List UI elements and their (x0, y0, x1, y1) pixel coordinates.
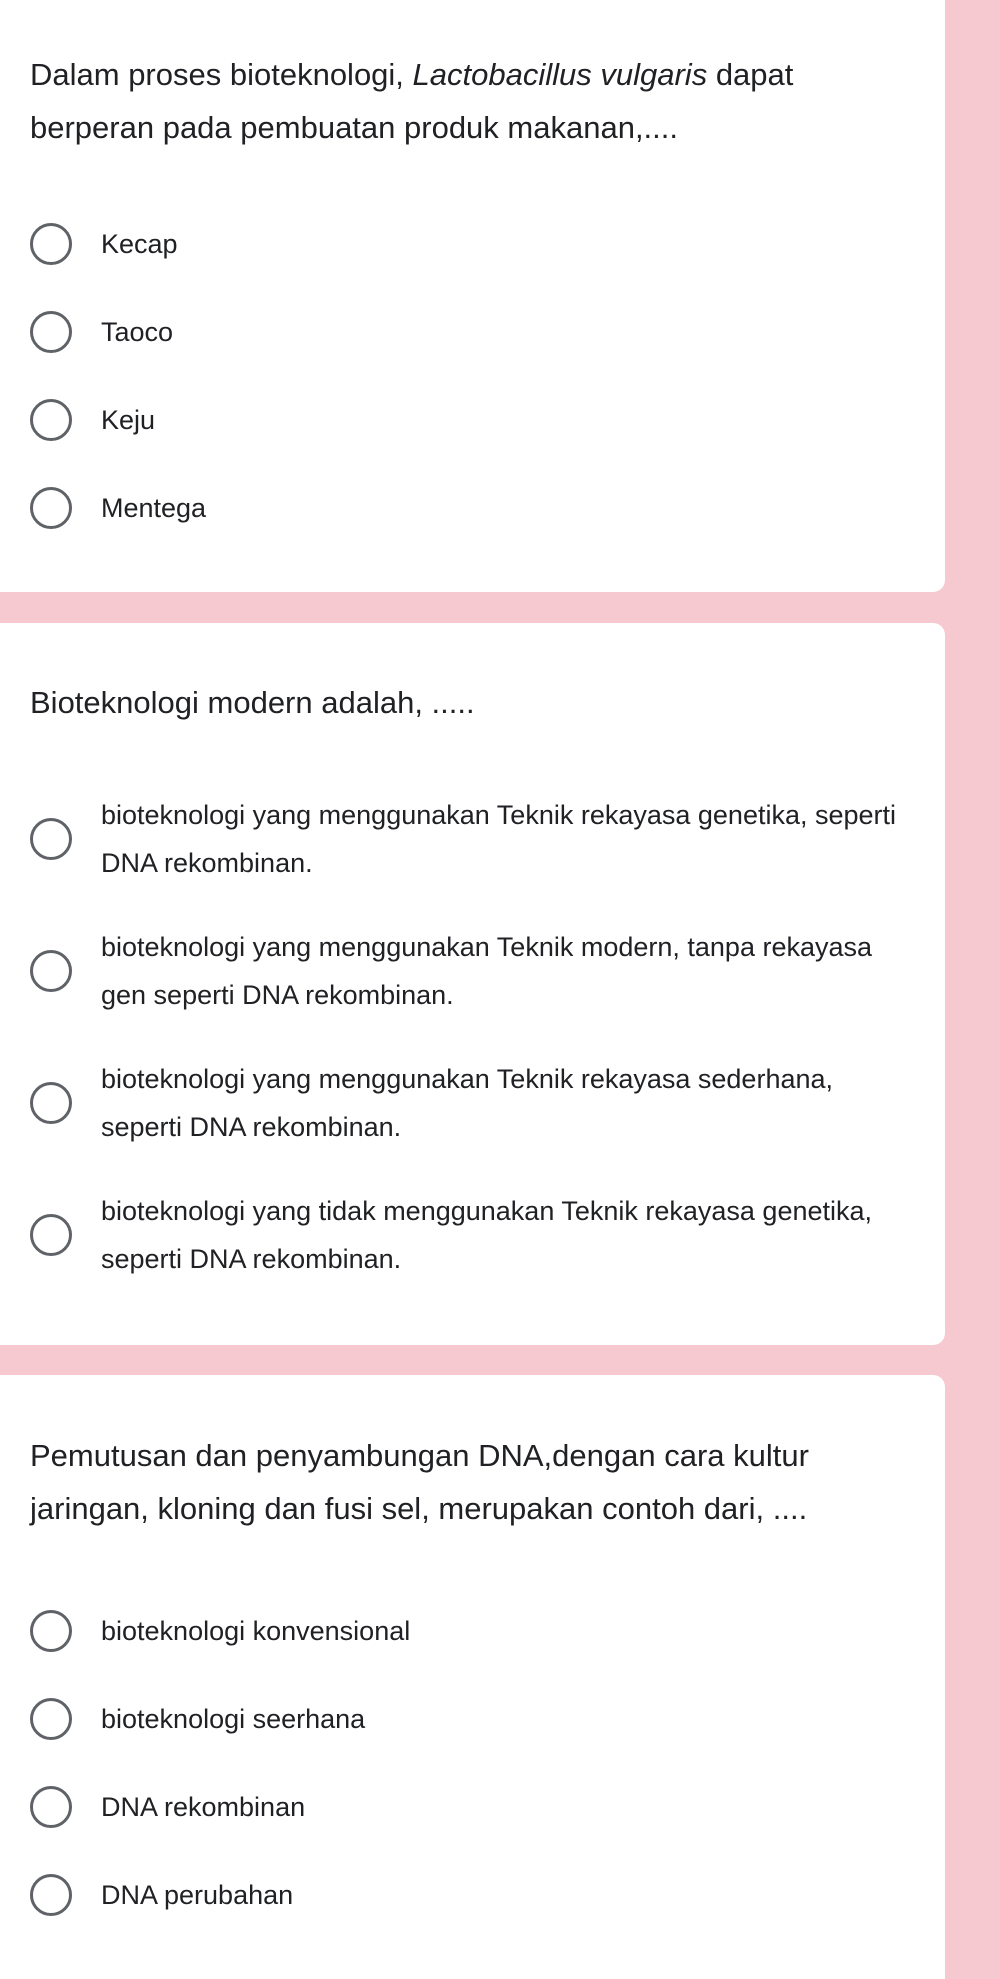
radio-option-rekayasa-sederhana[interactable] (30, 1037, 915, 1169)
radio-button[interactable] (30, 1082, 72, 1124)
radio-button[interactable] (30, 399, 72, 441)
radio-option-keju[interactable] (30, 376, 915, 464)
option-label: Mentega (101, 493, 207, 523)
question-card-1 (0, 0, 945, 592)
radio-option-seerhana[interactable] (30, 1675, 915, 1763)
radio-button[interactable] (30, 311, 72, 353)
question-card-3 (0, 1375, 945, 1979)
radio-option-teknik-modern[interactable] (30, 905, 915, 1037)
radio-option-tidak-rekayasa[interactable] (30, 1169, 915, 1301)
radio-option-kecap[interactable] (30, 200, 915, 288)
radio-option-mentega[interactable] (30, 464, 915, 552)
option-label: Kecap (101, 229, 178, 259)
question-text-after: dapat berperan pada pembuatan produk makanan,.... (30, 57, 794, 145)
radio-button[interactable] (30, 223, 72, 265)
radio-group-1 (30, 200, 915, 552)
radio-button[interactable] (30, 1698, 72, 1740)
option-label: DNA perubahan (101, 1880, 294, 1910)
radio-option-taoco[interactable] (30, 288, 915, 376)
radio-option-rekayasa-genetika[interactable] (30, 773, 915, 905)
option-label: bioteknologi yang menggunakan Teknik modern, tanpa rekayasa gen seperti DNA rekombinan. (101, 932, 873, 1010)
question-text-before: Dalam proses bioteknologi, (30, 57, 413, 92)
question-title-3: Pemutusan dan penyambungan DNA,dengan cara kultur jaringan, kloning dan fusi sel, merupakan contoh dari, .... (30, 1438, 809, 1526)
question-title-1 (30, 48, 915, 154)
radio-group-2 (30, 773, 915, 1301)
radio-option-konvensional[interactable] (30, 1587, 915, 1675)
option-label: DNA rekombinan (101, 1792, 306, 1822)
radio-option-dna-perubahan[interactable] (30, 1851, 915, 1939)
option-label: bioteknologi yang menggunakan Teknik rekayasa sederhana, seperti DNA rekombinan. (101, 1064, 834, 1142)
radio-button[interactable] (30, 487, 72, 529)
option-label: Taoco (101, 317, 174, 347)
option-label: bioteknologi seerhana (101, 1704, 366, 1734)
radio-button[interactable] (30, 1874, 72, 1916)
question-title-2: Bioteknologi modern adalah, ..... (30, 685, 475, 720)
radio-button[interactable] (30, 818, 72, 860)
radio-button[interactable] (30, 1610, 72, 1652)
option-label: bioteknologi yang tidak menggunakan Teknik rekayasa genetika, seperti DNA rekombinan. (101, 1196, 873, 1274)
radio-button[interactable] (30, 1786, 72, 1828)
radio-group-3 (30, 1587, 915, 1939)
option-label: bioteknologi yang menggunakan Teknik rekayasa genetika, seperti DNA rekombinan. (101, 800, 897, 878)
option-label: bioteknologi konvensional (101, 1616, 411, 1646)
option-label: Keju (101, 405, 156, 435)
radio-button[interactable] (30, 1214, 72, 1256)
question-text-italic: Lactobacillus vulgaris (412, 57, 708, 92)
radio-button[interactable] (30, 950, 72, 992)
radio-option-dna-rekombinan[interactable] (30, 1763, 915, 1851)
question-card-2 (0, 623, 945, 1345)
